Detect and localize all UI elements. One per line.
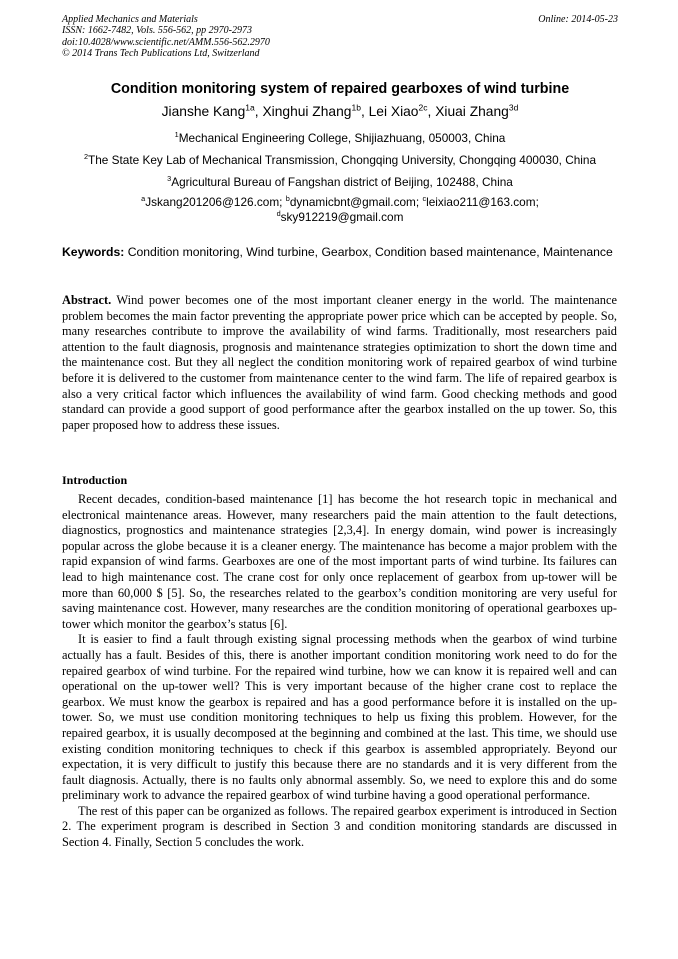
- email-a: Jskang201206@126.com;: [145, 195, 283, 209]
- issn-line: ISSN: 1662-7482, Vols. 556-562, pp 2970-2973: [62, 25, 252, 37]
- email-b: dynamicbnt@gmail.com;: [289, 195, 420, 209]
- author-sup: 1b: [351, 102, 361, 113]
- affiliation-text: The State Key Lab of Mechanical Transmission, Chongqing University, Chongqing 400030, China: [88, 153, 597, 167]
- email-sup: b: [285, 194, 290, 204]
- author-name: Jianshe Kang: [161, 104, 246, 119]
- author-name: Xinghui Zhang: [262, 104, 352, 119]
- affiliation-3: [62, 175, 618, 189]
- author-sup: 1a: [245, 102, 255, 113]
- affiliation-sup: 3: [167, 174, 172, 184]
- affiliation-sup: 1: [174, 130, 179, 140]
- email-sup: a: [141, 194, 146, 204]
- keywords: [62, 245, 617, 260]
- copyright-line: © 2014 Trans Tech Publications Ltd, Switzerland: [62, 47, 260, 59]
- affiliation-2: [62, 153, 618, 167]
- author-sup: 2c: [418, 102, 428, 113]
- affiliation-1: [62, 131, 618, 145]
- journal-name: Applied Mechanics and Materials: [62, 14, 198, 25]
- keywords-text: Condition monitoring, Wind turbine, Gearbox, Condition based maintenance, Maintenance: [127, 245, 613, 259]
- affiliation-text: Mechanical Engineering College, Shijiazhuang, 050003, China: [178, 131, 506, 145]
- online-date: Online: 2014-05-23: [538, 14, 618, 25]
- paper-title: Condition monitoring system of repaired gearboxes of wind turbine: [110, 81, 570, 97]
- section-heading-introduction: Introduction: [62, 473, 128, 487]
- keywords-label: Keywords:: [62, 245, 125, 259]
- email-list: [62, 195, 618, 225]
- paragraph: The rest of this paper can be organized as follows. The repaired gearbox experiment is introduced in Section 2. The experiment program is described in Section 3 and condition monitoring standards are discussed in Section 4. Finally, Section 5 concludes the work.: [62, 803, 617, 850]
- author-name: Lei Xiao: [368, 104, 419, 119]
- abstract-label: Abstract.: [62, 293, 112, 307]
- paragraph: It is easier to find a fault through existing signal processing methods when the gearbox of wind turbine actually has a fault. Besides of this, there is another important condition monitoring work need to do for the repaired gearbox of wind turbine. For the repaired wind turbine, how we can know it is repaired well and can operational on the up-tower well? This is very important because of the higher crane cost to replace the gearbox. We must know the gearbox is repaired and has a good performance before it is installed on the up-tower. So, we must use condition monitoring techniques to help us fixing this problem. However, for the repaired gearbox, it is usually decomposed at the beginning and combined at the last. This time, we should use existing condition monitoring techniques to check if this gearbox is assembled appropriately. Beyond our expectation, it is very difficult to justify this because there are no standards and it is very different from the fault diagnosis. Actually, there is no faults only abnormal assembly. So, we need to explore this and do some preliminary work to advance the repaired gearbox of wind turbine having a good operational performance.: [62, 632, 617, 803]
- journal-header: [62, 14, 618, 59]
- email-sup: c: [422, 194, 427, 204]
- abstract-text: Wind power becomes one of the most important cleaner energy in the world. The maintenance problem becomes the main factor preventing the appropriate power price which can be accepted by people. So, many researches contribute to improve the availability of wind farms. Traditionally, most researchers paid attention to the fault diagnosis, prognosis and maintenance strategies optimization to short the down time and the maintenance cost. But they all neglect the condition monitoring work of repaired gearbox of wind turbine before it is delivered to the customer from maintenance center to the wind farm. The life of repaired gearbox is also a very critical factor which influences the availability of wind farm. Good checking methods and good standard can provide a good support of good performance after the gearbox installed on the up tower. So, this paper proposed how to address these issues.: [62, 293, 617, 432]
- author-list: Jianshe Kang$^{1a}$, Xinghui Zhang$^{1b}$, Lei Xiao$^{2c}$, Xiuai Zhang$^{3d}$: [161, 102, 519, 119]
- author-sup: 3d: [508, 102, 519, 113]
- introduction-body: [62, 492, 617, 851]
- email-d: sky912219@gmail.com: [280, 210, 404, 224]
- affiliation-text: Agricultural Bureau of Fangshan district of Beijing, 102488, China: [171, 175, 513, 189]
- paragraph: Recent decades, condition-based maintenance [1] has become the hot research topic in mechanical and electronical maintenance areas. However, many researchers paid the main attention to the fault detections, diagnostics, prognostics and maintenance strategies [2,3,4]. In energy domain, wind power is increasingly popular across the globe because it is a cleaner energy. The maintenance has become a major problem with the rapid expansion of wind farms. Gearboxes are one of the most important parts of wind turbine. Its failures can lead to high maintenance cost. The crane cost for only once replacement of gearbox from up-tower will be more than 60,000 $ [5]. So, the researches related to the gearbox’s condition monitoring are very useful for saving maintenance cost. However, many researches are the condition monitoring of operational gearboxes up-tower which monitor the gearbox’s status [6].: [62, 492, 617, 631]
- email-c: leixiao211@163.com;: [426, 195, 539, 209]
- author-name: Xiuai Zhang: [435, 104, 509, 119]
- abstract: [62, 293, 617, 433]
- doi-line: doi:10.4028/www.scientific.net/AMM.556-562.2970: [62, 36, 270, 48]
- email-sup: d: [276, 209, 281, 219]
- affiliation-sup: 2: [83, 152, 89, 162]
